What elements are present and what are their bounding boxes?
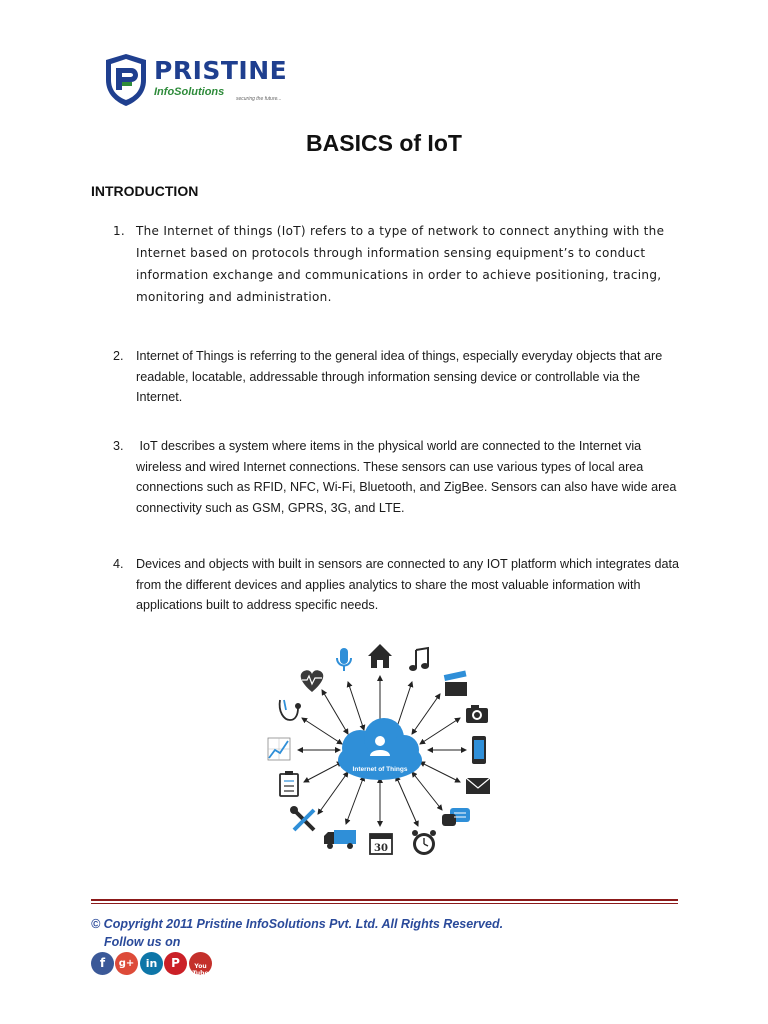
brand-subtitle: InfoSolutions xyxy=(154,86,225,98)
list-number: 1. xyxy=(113,224,126,238)
document-title: BASICS of IoT xyxy=(306,130,462,156)
google-plus-icon[interactable] xyxy=(115,952,138,975)
list-number: 2. xyxy=(113,349,124,363)
list-text: IoT describes a system where items in the physical world are connected to the Internet via wireless and wired Internet connections. These sensors can use various types of local area connections such as RFID, NFC, Wi-Fi, Bluetooth, and ZigBee. Sensors can also have wide area connectivity such as GSM, GPRS, 3G, and LTE. xyxy=(136,439,680,515)
brand-name: PRISTINE xyxy=(154,56,288,85)
facebook-icon[interactable] xyxy=(91,952,114,975)
brand-tagline: securing the future... xyxy=(236,96,282,102)
camera-icon xyxy=(466,705,488,723)
shield-logo-icon xyxy=(104,52,148,108)
company-logo xyxy=(104,52,294,110)
iot-diagram xyxy=(260,638,500,863)
list-text: Internet of Things is referring to the general idea of things, especially everyday objects that are readable, locatable, addressable through information sensing device or controllable via the Internet. xyxy=(136,349,663,404)
linkedin-icon[interactable] xyxy=(140,952,163,975)
cloud-label: Internet of Things xyxy=(352,766,408,773)
footer-divider-thin xyxy=(91,903,678,904)
list-text: The Internet of things (IoT) refers to a type of network to connect anything with the Internet based on protocols through information sensing equipment’s to conduct information exchange and communications in order to achieve positioning, tracing, monitoring and administration. xyxy=(136,224,665,304)
alarm-clock-icon xyxy=(412,830,436,855)
heart-rate-icon xyxy=(301,670,324,692)
tools-icon xyxy=(290,806,314,830)
pinterest-label: P xyxy=(171,956,180,970)
pinterest-icon[interactable] xyxy=(164,952,187,975)
list-text: Devices and objects with built in sensors are connected to any IOT platform which integrates data from the different devices and applies analytics to share the most valuable information with applications built to address specific needs. xyxy=(136,557,679,612)
iot-diagram-svg xyxy=(260,638,500,863)
clipboard-icon xyxy=(280,771,298,796)
list-number: 4. xyxy=(113,557,124,571)
section-heading: INTRODUCTION xyxy=(91,183,199,199)
youtube-label: You Tube xyxy=(192,963,209,977)
cloud-icon xyxy=(338,718,422,780)
follow-us-label: Follow us on xyxy=(104,935,181,949)
microphone-icon xyxy=(337,648,351,671)
truck-icon xyxy=(324,830,356,849)
music-note-icon xyxy=(409,648,429,671)
mail-icon xyxy=(466,778,490,794)
linkedin-label: in xyxy=(145,957,158,970)
youtube-icon[interactable] xyxy=(189,952,212,975)
footer-divider xyxy=(91,899,678,901)
facebook-label: f xyxy=(99,956,106,970)
user-icon xyxy=(375,736,385,746)
clapperboard-icon xyxy=(444,671,467,696)
calendar-number: 30 xyxy=(374,843,388,854)
stethoscope-icon xyxy=(280,700,301,720)
google-plus-label: g+ xyxy=(118,958,135,969)
home-icon xyxy=(368,644,392,668)
phone-icon xyxy=(472,736,486,764)
calendar-icon xyxy=(370,834,392,854)
copyright-text: © Copyright 2011 Pristine InfoSolutions Pvt. Ltd. All Rights Reserved. xyxy=(91,917,504,931)
chart-icon xyxy=(268,738,290,760)
chat-icon xyxy=(442,808,470,826)
list-number: 3. xyxy=(113,439,124,453)
